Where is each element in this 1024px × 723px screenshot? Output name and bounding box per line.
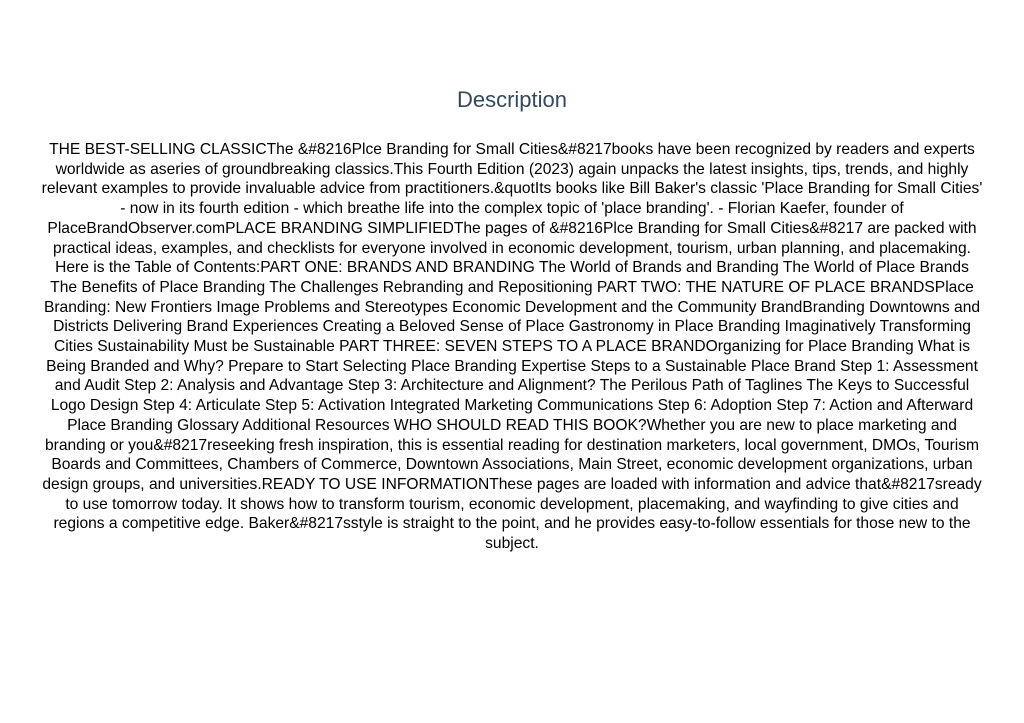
description-heading: Description [456,87,568,112]
description-body: THE BEST-SELLING CLASSICThe &#8216Plce Branding for Small Cities&#8217books have been recognized by readers and experts worldwide as aseries of groundbreaking classics.This Fourth Edition (2023) again unpacks the latest insights, tips, trends, and highly relevant examples to provide invaluable advice from practitioners.&quotIts books like Bill Baker's classic 'Place Branding for Small Cities' - now in its fourth edition - which breathe life into the complex topic of 'place branding'. - Florian Kaefer, founder of PlaceBrandObserver.comPLACE BRANDING SIMPLIFIEDThe pages of &#8216Plce Branding for Small Cities&#8217 are packed with practical ideas, examples, and checklists for everyone involved in economic development, tourism, urban planning, and placemaking. Here is the Table of Contents:PART ONE: BRANDS AND BRANDING The World of Brands and Branding The World of Place Brands The Benefits of Place Branding The Challenges Rebranding and Repositioning PART TWO: THE NATURE OF PLACE BRANDSPlace Branding: New Frontiers Image Problems and Stereotypes Economic Development and the Community BrandBranding Downtowns and Districts Delivering Brand Experiences Creating a Beloved Sense of Place Gastronomy in Place Branding Imaginatively Transforming Cities Sustainability Must be Sustainable PART THREE: SEVEN STEPS TO A PLACE BRANDOrganizing for Place Branding What is Being Branded and Why? Prepare to Start Selecting Place Branding Expertise Steps to a Sustainable Place Brand Step 1: Assessment and Audit Step 2: Analysis and Advantage Step 3: Architecture and Alignment? The Perilous Path of Taglines The Keys to Successful Logo Design Step 4: Articulate Step 5: Activation Integrated Marketing Communications Step 6: Adoption Step 7: Action and Afterward Place Branding Glossary Additional Resources WHO SHOULD READ THIS BOOK?Whether you are new to place marketing and branding or you&#8217reseeking fresh inspiration, this is essential reading for destination marketers, local government, DMOs, Tourism Boards and Committees, Chambers of Commerce, Downtown Associations, Main Street, economic development organizations, urban design groups, and universities.READY TO USE INFORMATIONThese pages are loaded with information and advice that&#8217sready to use tomorrow today. It shows how to transform tourism, economic development, placemaking, and wayfinding to give cities and regions a competitive edge. Baker&#8217sstyle is straight to the point, and he provides easy-to-follow essentials for those new to the subject. [41,141,983,553]
